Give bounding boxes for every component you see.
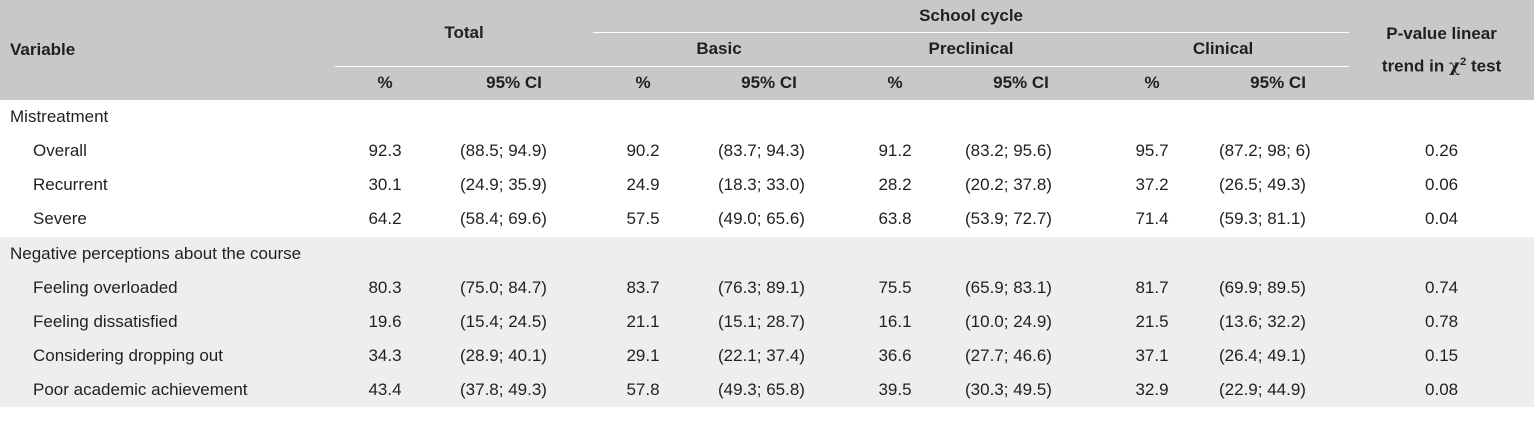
table-row xyxy=(0,305,1534,339)
header-variable: Variable xyxy=(0,0,335,100)
cell-total-ci: (75.0; 84.7) xyxy=(460,278,547,297)
cell-basic-ci: (83.7; 94.3) xyxy=(718,141,805,160)
cell-preclinical-pct: 16.1 xyxy=(878,312,912,331)
cell-total-ci: (28.9; 40.1) xyxy=(460,346,547,365)
table-body xyxy=(0,100,1534,407)
header-pvalue-line1: P-value linear xyxy=(1386,23,1497,43)
cell-total-ci: (37.8; 49.3) xyxy=(460,380,547,399)
cell-basic-pct: 24.9 xyxy=(626,175,660,194)
cell-clinical-pct: 32.9 xyxy=(1135,380,1169,399)
cell-total-pct: 64.2 xyxy=(368,209,402,228)
table-row xyxy=(0,134,1534,168)
row-label: Poor academic achievement xyxy=(33,380,248,399)
header-total-pct: % xyxy=(335,66,435,100)
cell-total-pct: 80.3 xyxy=(368,278,402,297)
header-pvalue xyxy=(1349,0,1534,100)
cell-preclinical-pct: 75.5 xyxy=(878,278,912,297)
cell-basic-pct: 57.5 xyxy=(626,209,660,228)
cell-pvalue: 0.26 xyxy=(1425,141,1459,160)
cell-clinical-pct: 71.4 xyxy=(1135,209,1169,228)
row-label: Severe xyxy=(33,209,87,228)
cell-clinical-ci: (26.4; 49.1) xyxy=(1219,346,1306,365)
cell-clinical-pct: 21.5 xyxy=(1135,312,1169,331)
cell-pvalue: 0.08 xyxy=(1425,380,1459,399)
cell-pvalue: 0.78 xyxy=(1425,312,1459,331)
cell-basic-pct: 57.8 xyxy=(626,380,660,399)
table-row xyxy=(0,168,1534,202)
cell-total-pct: 30.1 xyxy=(368,175,402,194)
cell-pvalue: 0.74 xyxy=(1425,278,1459,297)
table-row xyxy=(0,202,1534,237)
header-preclinical: Preclinical xyxy=(845,32,1097,66)
header-basic-pct: % xyxy=(593,66,693,100)
cell-clinical-ci: (59.3; 81.1) xyxy=(1219,209,1306,228)
section-title: Mistreatment xyxy=(10,107,109,126)
header-preclinical-pct: % xyxy=(845,66,945,100)
row-label: Overall xyxy=(33,141,87,160)
cell-clinical-pct: 37.2 xyxy=(1135,175,1169,194)
cell-clinical-ci: (87.2; 98; 6) xyxy=(1219,141,1311,160)
header-preclinical-ci: 95% CI xyxy=(945,66,1097,100)
table-row xyxy=(0,373,1534,407)
header-basic: Basic xyxy=(593,32,845,66)
cell-pvalue: 0.04 xyxy=(1425,209,1459,228)
cell-basic-pct: 83.7 xyxy=(626,278,660,297)
cell-preclinical-ci: (20.2; 37.8) xyxy=(965,175,1052,194)
header-pvalue-line2: trend in $\chi^2$ test xyxy=(1381,55,1502,77)
cell-total-ci: (88.5; 94.9) xyxy=(460,141,547,160)
section-row xyxy=(0,100,1534,134)
cell-clinical-ci: (26.5; 49.3) xyxy=(1219,175,1306,194)
cell-total-pct: 92.3 xyxy=(368,141,402,160)
row-label: Feeling dissatisfied xyxy=(33,312,178,331)
cell-preclinical-ci: (30.3; 49.5) xyxy=(965,380,1052,399)
cell-basic-pct: 21.1 xyxy=(626,312,660,331)
cell-clinical-pct: 95.7 xyxy=(1135,141,1169,160)
cell-clinical-ci: (69.9; 89.5) xyxy=(1219,278,1306,297)
cell-preclinical-ci: (27.7; 46.6) xyxy=(965,346,1052,365)
cell-clinical-ci: (22.9; 44.9) xyxy=(1219,380,1306,399)
header-school-cycle: School cycle xyxy=(593,0,1349,32)
row-label: Feeling overloaded xyxy=(33,278,178,297)
cell-preclinical-pct: 28.2 xyxy=(878,175,912,194)
header-total: Total xyxy=(335,0,593,66)
header-clinical-ci: 95% CI xyxy=(1207,66,1349,100)
cell-clinical-ci: (13.6; 32.2) xyxy=(1219,312,1306,331)
header-basic-ci: 95% CI xyxy=(693,66,845,100)
header-clinical-pct: % xyxy=(1097,66,1207,100)
cell-total-ci: (24.9; 35.9) xyxy=(460,175,547,194)
table-row xyxy=(0,271,1534,305)
cell-basic-ci: (22.1; 37.4) xyxy=(718,346,805,365)
row-label: Considering dropping out xyxy=(33,346,223,365)
cell-preclinical-ci: (65.9; 83.1) xyxy=(965,278,1052,297)
row-label: Recurrent xyxy=(33,175,108,194)
cell-preclinical-pct: 63.8 xyxy=(878,209,912,228)
header-total-ci: 95% CI xyxy=(435,66,593,100)
cell-clinical-pct: 37.1 xyxy=(1135,346,1169,365)
cell-total-pct: 43.4 xyxy=(368,380,402,399)
cell-preclinical-ci: (83.2; 95.6) xyxy=(965,141,1052,160)
cell-total-pct: 34.3 xyxy=(368,346,402,365)
cell-pvalue: 0.06 xyxy=(1425,175,1459,194)
cell-preclinical-pct: 91.2 xyxy=(878,141,912,160)
cell-basic-pct: 90.2 xyxy=(626,141,660,160)
cell-basic-ci: (49.3; 65.8) xyxy=(718,380,805,399)
cell-preclinical-ci: (53.9; 72.7) xyxy=(965,209,1052,228)
section-title: Negative perceptions about the course xyxy=(0,237,1534,272)
cell-basic-ci: (49.0; 65.6) xyxy=(718,209,805,228)
cell-basic-ci: (15.1; 28.7) xyxy=(718,312,805,331)
cell-preclinical-ci: (10.0; 24.9) xyxy=(965,312,1052,331)
cell-pvalue: 0.15 xyxy=(1425,346,1459,365)
header-clinical: Clinical xyxy=(1097,32,1349,66)
section-row xyxy=(0,237,1534,272)
cell-basic-pct: 29.1 xyxy=(626,346,660,365)
cell-preclinical-pct: 39.5 xyxy=(878,380,912,399)
cell-total-ci: (15.4; 24.5) xyxy=(460,312,547,331)
cell-preclinical-pct: 36.6 xyxy=(878,346,912,365)
table-row xyxy=(0,339,1534,373)
cell-basic-ci: (76.3; 89.1) xyxy=(718,278,805,297)
table-header xyxy=(0,0,1534,100)
cell-total-pct: 19.6 xyxy=(368,312,402,331)
cell-total-ci: (58.4; 69.6) xyxy=(460,209,547,228)
cell-basic-ci: (18.3; 33.0) xyxy=(718,175,805,194)
cell-clinical-pct: 81.7 xyxy=(1135,278,1169,297)
